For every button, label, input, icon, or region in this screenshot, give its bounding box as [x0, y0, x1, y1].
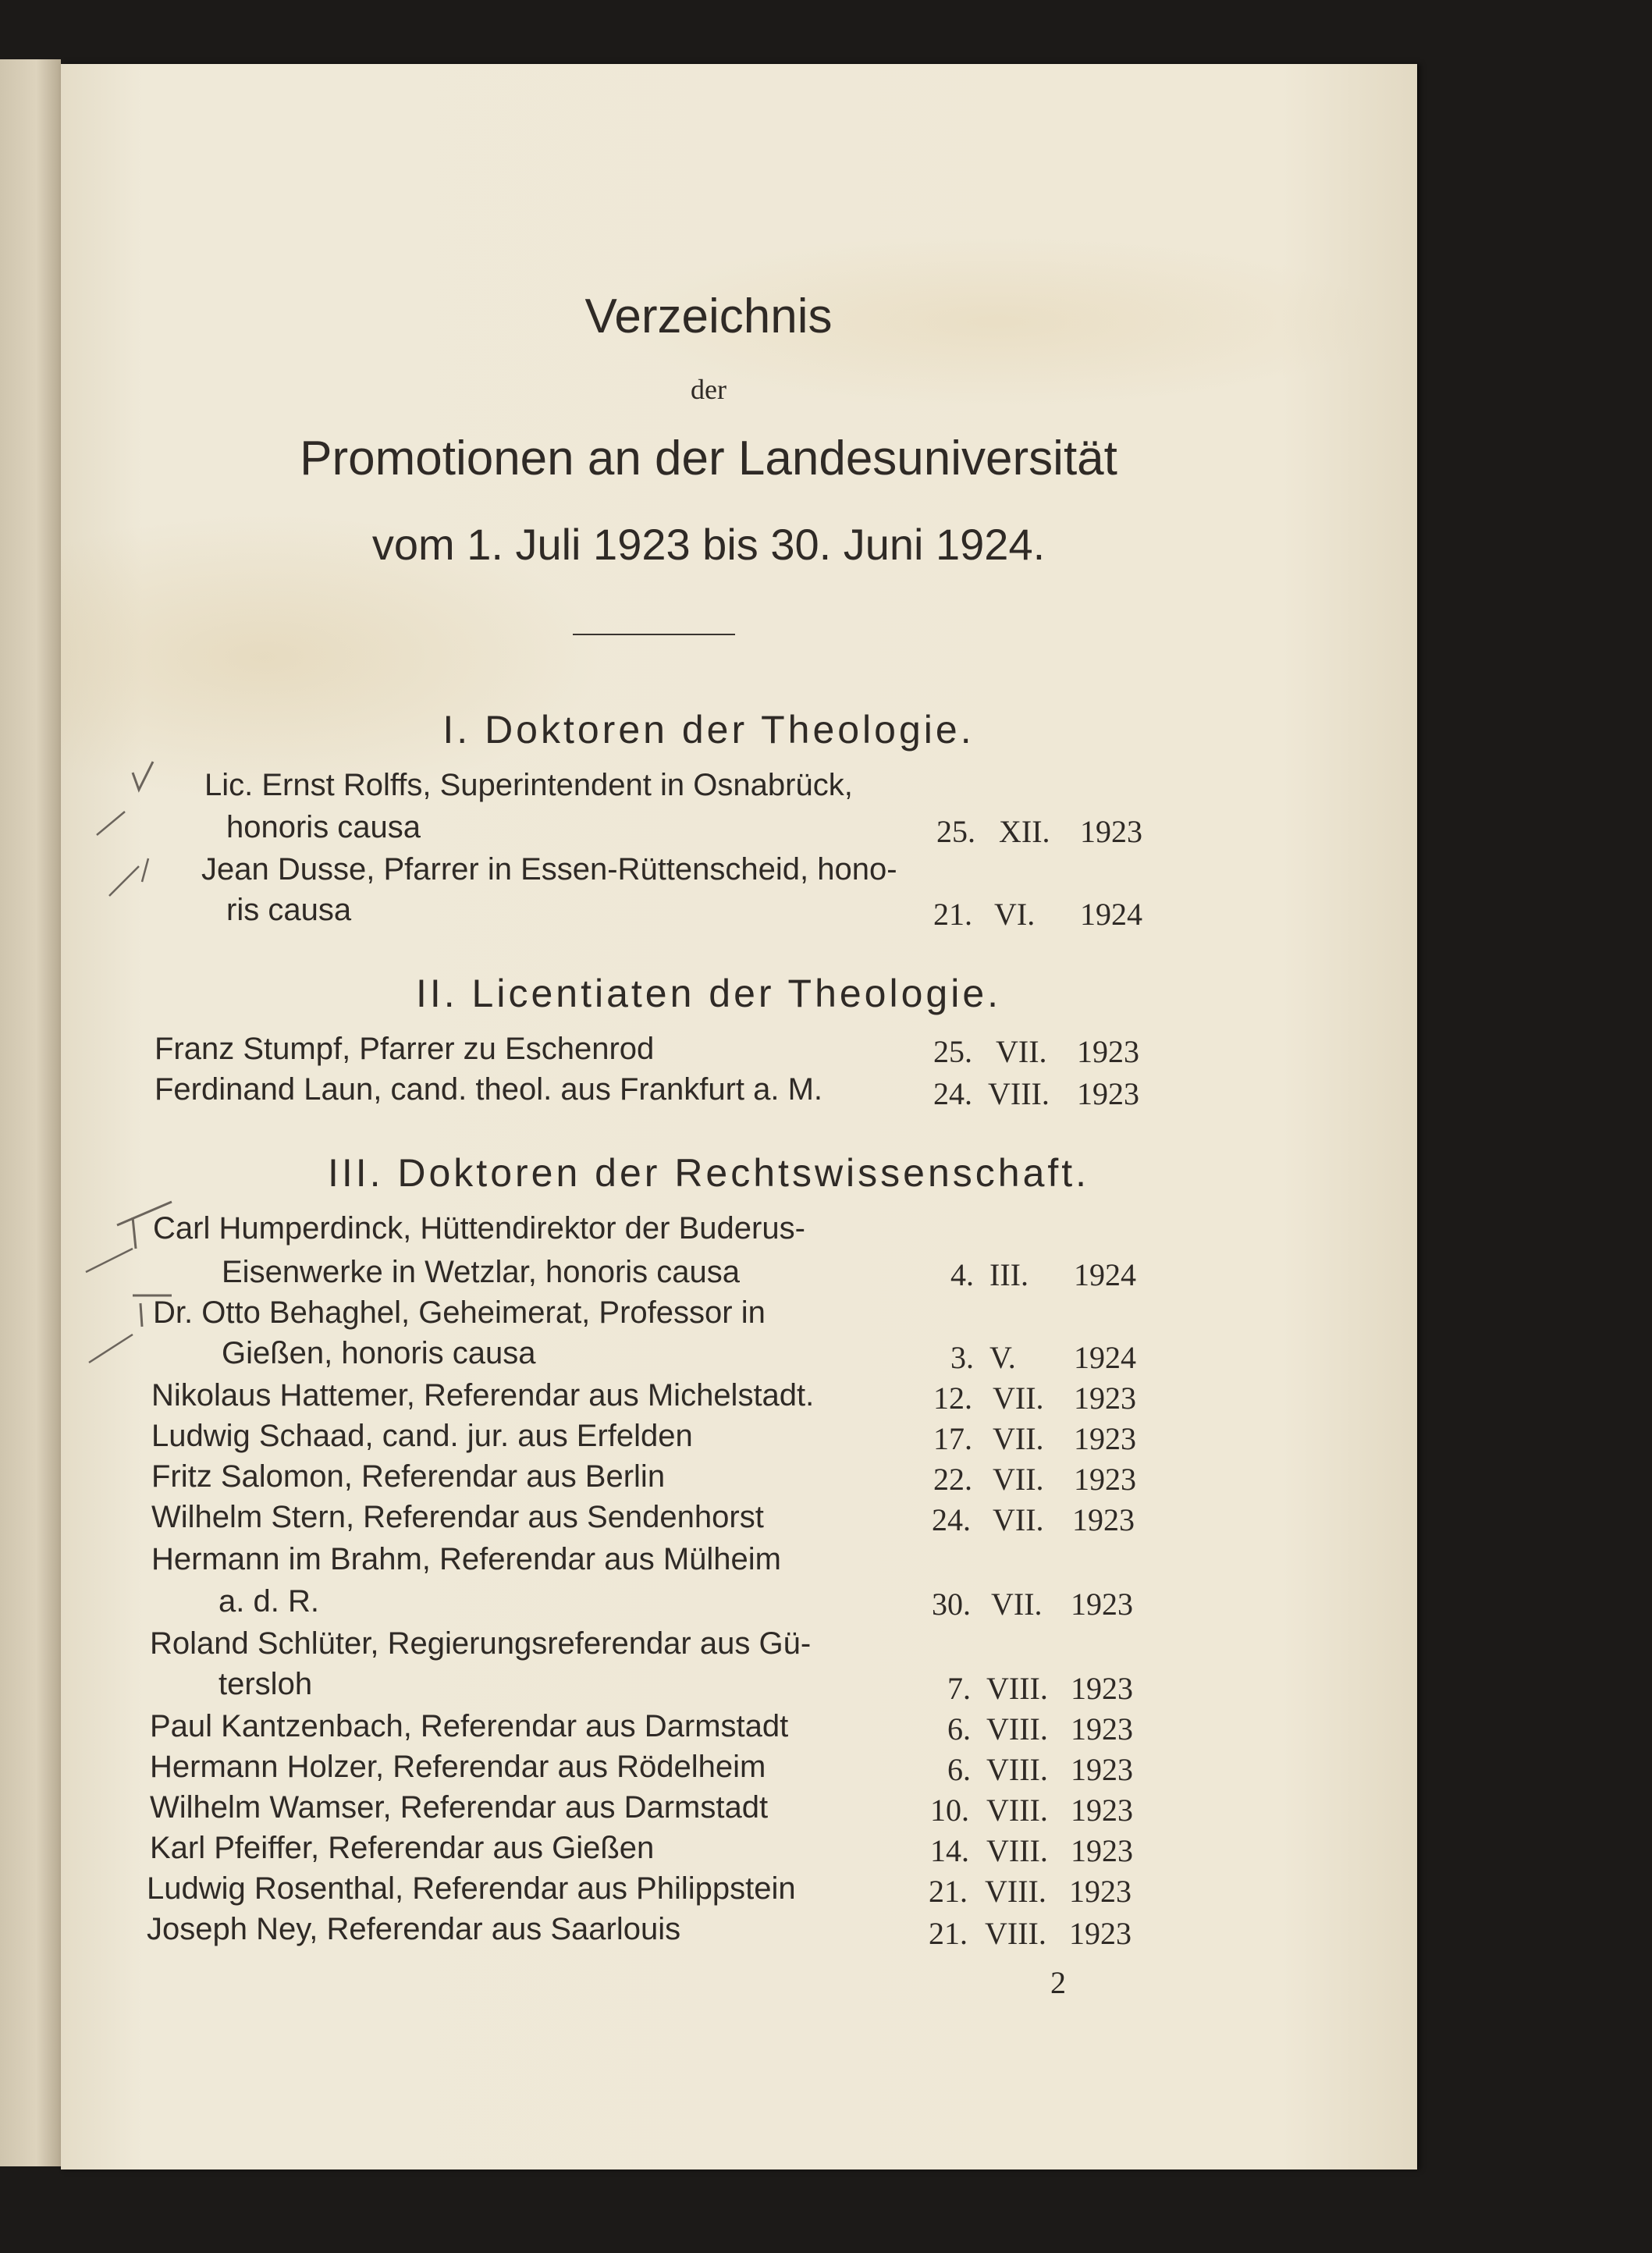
- entry-line: Wilhelm Stern, Referendar aus Sendenhorst: [151, 1500, 764, 1534]
- entry-date-year: 1923: [1077, 1076, 1139, 1111]
- entry-date-year: 1924: [1074, 1257, 1136, 1292]
- entry-date-day: 4.: [950, 1257, 974, 1292]
- entry-date-year: 1924: [1074, 1340, 1136, 1375]
- pencil-check-mark: [70, 1194, 195, 1373]
- entry-date-day: 21.: [933, 897, 972, 932]
- entry-line-cont: Gießen, honoris causa: [222, 1336, 536, 1370]
- entry-date-year: 1923: [1071, 1833, 1133, 1868]
- entry-date-year: 1923: [1071, 1752, 1133, 1787]
- entry-line: Fritz Salomon, Referendar aus Berlin: [151, 1459, 666, 1494]
- entry-line: Nikolaus Hattemer, Referendar aus Michelstadt.: [151, 1378, 815, 1413]
- entry-date-month: VI.: [994, 897, 1036, 932]
- entry-date-month: VII.: [993, 1381, 1044, 1416]
- entry-date-year: 1923: [1074, 1381, 1136, 1416]
- entry-line: Carl Humperdinck, Hüttendirektor der Buderus-: [153, 1211, 805, 1246]
- entry-date-month: VII.: [991, 1587, 1043, 1622]
- entry-date-month: XII.: [999, 814, 1050, 849]
- entry-date-month: VIII.: [986, 1752, 1048, 1787]
- entry-line: Ludwig Rosenthal, Referendar aus Philippstein: [147, 1871, 796, 1906]
- entry-date-day: 21.: [929, 1874, 968, 1909]
- entry-line: Hermann im Brahm, Referendar aus Mülheim: [151, 1542, 781, 1576]
- entry-date-day: 25.: [933, 1034, 972, 1069]
- entry-date-year: 1923: [1071, 1671, 1133, 1706]
- entry-date-day: 10.: [930, 1793, 969, 1828]
- entry-date-day: 6.: [947, 1752, 971, 1787]
- entry-date-year: 1923: [1071, 1793, 1133, 1828]
- entry-date-day: 22.: [933, 1462, 972, 1497]
- title-divider: [573, 634, 735, 635]
- entry-date-day: 24.: [932, 1502, 971, 1537]
- entry-line: Ferdinand Laun, cand. theol. aus Frankfurt a. M.: [155, 1072, 823, 1107]
- entry-date-month: VIII.: [986, 1671, 1048, 1706]
- pencil-check-mark: [78, 757, 234, 921]
- entry-date-month: VIII.: [988, 1076, 1050, 1111]
- entry-date-year: 1923: [1074, 1462, 1136, 1497]
- entry-date-month: VIII.: [985, 1874, 1046, 1909]
- entry-date-day: 14.: [930, 1833, 969, 1868]
- entry-line: Karl Pfeiffer, Referendar aus Gießen: [150, 1831, 655, 1865]
- entry-date-day: 12.: [933, 1381, 972, 1416]
- title-date-range: vom 1. Juli 1923 bis 30. Juni 1924.: [371, 520, 1046, 569]
- entry-date-day: 25.: [936, 814, 975, 849]
- entry-date-month: V.: [989, 1340, 1016, 1375]
- entry-date-day: 7.: [947, 1671, 971, 1706]
- entry-date-year: 1923: [1069, 1874, 1132, 1909]
- entry-date-day: 24.: [933, 1076, 972, 1111]
- entry-line: Wilhelm Wamser, Referendar aus Darmstadt: [150, 1790, 769, 1825]
- entry-date-year: 1923: [1077, 1034, 1139, 1069]
- entry-date-month: III.: [989, 1257, 1029, 1292]
- entry-line: Lic. Ernst Rolffs, Superintendent in Osnabrück,: [204, 768, 853, 802]
- entry-line: Dr. Otto Behaghel, Geheimerat, Professor in: [153, 1295, 766, 1330]
- entry-date-year: 1923: [1072, 1502, 1135, 1537]
- section-heading-licentiaten: II. Licentiaten der Theologie.: [415, 972, 1002, 1015]
- title-verzeichnis: Verzeichnis: [584, 290, 833, 343]
- section-heading-theologie: I. Doktoren der Theologie.: [442, 708, 975, 752]
- entry-date-month: VII.: [993, 1462, 1044, 1497]
- entry-line-cont: Eisenwerke in Wetzlar, honoris causa: [222, 1255, 741, 1289]
- entry-date-day: 3.: [950, 1340, 974, 1375]
- entry-line: Roland Schlüter, Regierungsreferendar aus Gü-: [150, 1626, 812, 1661]
- entry-date-day: 6.: [947, 1711, 971, 1747]
- entry-date-year: 1923: [1071, 1711, 1133, 1747]
- entry-line: Franz Stumpf, Pfarrer zu Eschenrod: [155, 1032, 655, 1066]
- entry-line-cont: a. d. R.: [218, 1584, 319, 1619]
- entry-date-year: 1924: [1080, 897, 1142, 932]
- entry-date-month: VIII.: [985, 1916, 1046, 1951]
- entry-date-year: 1923: [1080, 814, 1142, 849]
- entry-date-month: VIII.: [986, 1711, 1048, 1747]
- entry-date-day: 30.: [932, 1587, 971, 1622]
- entry-date-month: VIII.: [986, 1833, 1048, 1868]
- entry-date-month: VIII.: [986, 1793, 1048, 1828]
- entry-line: Jean Dusse, Pfarrer in Essen-Rüttenscheid, hono-: [201, 852, 897, 887]
- entry-line: Paul Kantzenbach, Referendar aus Darmstadt: [150, 1709, 789, 1743]
- section-heading-recht: III. Doktoren der Rechtswissenschaft.: [327, 1151, 1090, 1195]
- entry-date-month: VII.: [996, 1034, 1047, 1069]
- entry-date-day: 21.: [929, 1916, 968, 1951]
- page-number: 2: [1050, 1965, 1066, 2000]
- entry-date-year: 1923: [1069, 1916, 1132, 1951]
- entry-line: Joseph Ney, Referendar aus Saarlouis: [147, 1912, 681, 1946]
- entry-date-day: 17.: [933, 1421, 972, 1456]
- entry-date-year: 1923: [1071, 1587, 1133, 1622]
- entry-line-cont: tersloh: [218, 1667, 313, 1701]
- entry-line-cont: honoris causa: [226, 810, 421, 844]
- title-der: der: [691, 374, 727, 405]
- entry-date-month: VII.: [993, 1502, 1044, 1537]
- entry-line: Hermann Holzer, Referendar aus Rödelheim: [150, 1750, 766, 1784]
- entry-date-month: VII.: [993, 1421, 1044, 1456]
- title-promotionen: Promotionen an der Landesuniversität: [300, 432, 1117, 485]
- entry-line: Ludwig Schaad, cand. jur. aus Erfelden: [151, 1419, 693, 1453]
- entry-date-year: 1923: [1074, 1421, 1136, 1456]
- entry-line-cont: ris causa: [226, 893, 352, 927]
